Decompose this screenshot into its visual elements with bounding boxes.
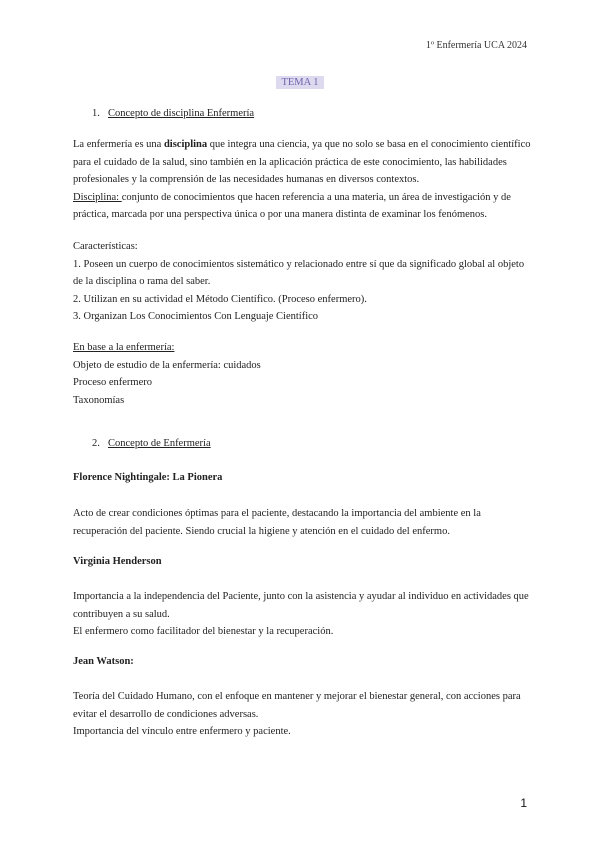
- base-item: Objeto de estudio de la enfermería: cuidados: [73, 359, 261, 371]
- author-line: El enfermero como facilitador del bienestar y la recuperación.: [73, 626, 334, 637]
- definition-label: Disciplina:: [73, 191, 122, 203]
- section-1-title: Concepto de disciplina Enfermería: [108, 108, 255, 119]
- author-name: Florence Nightingale: La Pionera: [73, 472, 223, 483]
- author-text: [73, 688, 533, 741]
- tema-heading: TEMA 1: [276, 76, 323, 89]
- section-2-number: 2.: [92, 438, 100, 449]
- characteristic-item: 3. Organizan Los Conocimientos Con Lenguaje Científico: [73, 311, 319, 322]
- intro-paragraph: [73, 136, 533, 189]
- author-line: Teoría del Cuidado Humano, con el enfoque en mantener y mejorar el bienestar general, con acciones para evitar el desarrollo de condiciones adversas.: [73, 691, 521, 720]
- author-text: [73, 588, 533, 641]
- base-item: Taxonomías: [73, 394, 125, 406]
- base-block: [73, 339, 533, 409]
- author-name: Jean Watson:: [73, 656, 134, 667]
- author-line: Acto de crear condiciones óptimas para el paciente, destacando la importancia del ambiente en la recuperación del paciente. Siendo crucial la higiene y atención en el cuidado del enfermo.: [73, 508, 481, 537]
- intro-bold: disciplina: [163, 139, 208, 150]
- base-item: Proceso enfermero: [73, 377, 153, 388]
- intro-pre: La enfermería es una: [73, 139, 164, 150]
- definition-paragraph: [73, 189, 533, 224]
- section-1-number: 1.: [92, 108, 100, 119]
- characteristics-title: Características:: [73, 241, 138, 252]
- author-line: Importancia a la independencia del Paciente, junto con la asistencia y ayudar al individuo en actividades que contribuyen a su salud.: [73, 591, 529, 620]
- author-name: Virginia Henderson: [73, 556, 162, 567]
- characteristics-block: [73, 238, 533, 326]
- section-2-heading: [92, 438, 211, 449]
- tema-heading-wrap: [0, 72, 600, 90]
- base-title: En base a la enfermería:: [73, 342, 175, 353]
- author-line: Importancia del vínculo entre enfermero y paciente.: [73, 726, 291, 737]
- section-1-heading: [92, 108, 254, 119]
- definition-text: conjunto de conocimientos que hacen referencia a una materia, un área de investigación y de práctica, marcada por una perspectiva única o por una manera distinta de examinar los fenómenos.: [73, 191, 511, 220]
- intro-post: que integra una ciencia, ya que no solo se basa en el conocimiento científico para el cuidado de la salud, sino también en la aplicación práctica de este conocimiento, las habilidades profesionales y la comprensión de las necesidades humanas en diversos contextos.: [73, 139, 531, 185]
- section-2-title: Concepto de Enfermería: [108, 438, 211, 449]
- characteristic-item: 2. Utilizan en su actividad el Método Científico. (Proceso enfermero).: [73, 293, 367, 305]
- section-1-intro: [73, 136, 533, 224]
- page-header: 1º Enfermería UCA 2024: [425, 40, 527, 51]
- characteristic-item: 1. Poseen un cuerpo de conocimientos sistemático y relacionado entre sí que da significado global al objeto de la disciplina o rama del saber.: [73, 258, 525, 287]
- page-number: 1: [520, 796, 527, 810]
- author-text: [73, 505, 533, 540]
